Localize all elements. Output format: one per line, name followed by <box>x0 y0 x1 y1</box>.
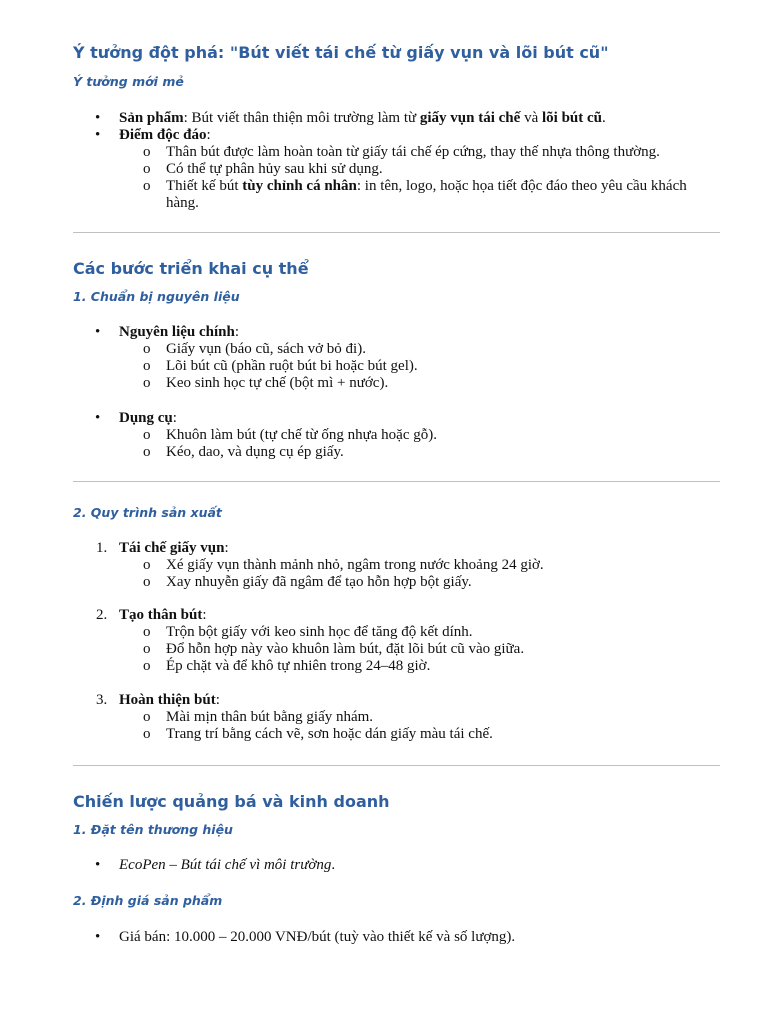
product-text-end: . <box>602 110 606 126</box>
product-text-and: và <box>520 110 542 126</box>
strategy-title: Chiến lược quảng bá và kinh doanh <box>73 792 390 811</box>
sub-item: o Khuôn làm bút (tự chế từ ống nhựa hoặc gỗ). <box>73 427 720 444</box>
process-title: 2. Quy trình sản xuất <box>73 505 222 520</box>
idea-list <box>73 110 720 212</box>
process-step-1 <box>73 540 720 591</box>
step-number: 3. <box>96 692 108 708</box>
step-label: Hoàn thiện bút <box>119 692 216 708</box>
prep-title: 1. Chuẩn bị nguyên liệu <box>73 289 240 304</box>
list-item-price: • Giá bán: 10.000 – 20.000 VNĐ/bút (tuỳ vào thiết kế và số lượng). <box>73 929 720 946</box>
sub-item: o Thân bút được làm hoàn toàn từ giấy tái chế ép cứng, thay thế nhựa thông thường. <box>73 144 720 161</box>
materials-list <box>73 324 720 392</box>
step-label: Tái chế giấy vụn <box>119 540 225 556</box>
brand-list <box>73 857 720 874</box>
step-colon: : <box>215 692 220 708</box>
numbered-item <box>73 607 720 624</box>
materials-label: Nguyên liệu chính <box>119 324 235 340</box>
tools-colon: : <box>172 410 177 426</box>
sub-item: o Xay nhuyễn giấy đã ngâm để tạo hỗn hợp bột giấy. <box>73 574 720 591</box>
sub-item: o Ép chặt và để khô tự nhiên trong 24–48 giờ. <box>73 658 720 675</box>
brand-period: . <box>331 857 336 873</box>
unique-colon: : <box>206 127 211 143</box>
unique-label: Điểm độc đáo <box>119 127 207 143</box>
price-title: 2. Định giá sản phẩm <box>73 893 223 908</box>
divider <box>73 481 720 482</box>
product-bold-paper: giấy vụn tái chế <box>419 110 521 126</box>
sub-item: o Giấy vụn (báo cũ, sách vở bỏ đi). <box>73 341 720 358</box>
product-text: : Bút viết thân thiện môi trường làm từ <box>183 110 420 126</box>
sub-item-custom <box>73 178 720 212</box>
sub-item: o Mài mịn thân bút bằng giấy nhám. <box>73 709 720 726</box>
divider <box>73 765 720 766</box>
process-step-3 <box>73 692 720 743</box>
list-item-materials <box>73 324 720 341</box>
idea-subtitle: Ý tưởng mới mẻ <box>73 74 184 89</box>
price-list <box>73 929 720 946</box>
brand-title: 1. Đặt tên thương hiệu <box>73 822 233 837</box>
steps-title: Các bước triển khai cụ thể <box>73 259 309 278</box>
numbered-item <box>73 692 720 709</box>
list-item-tools <box>73 410 720 427</box>
tools-list <box>73 410 720 461</box>
numbered-item <box>73 540 720 557</box>
step-label: Tạo thân bút <box>119 607 203 623</box>
sub-item: o Lõi bút cũ (phần ruột bút bi hoặc bút gel). <box>73 358 720 375</box>
sub-item: o Có thể tự phân hủy sau khi sử dụng. <box>73 161 720 178</box>
process-step-2 <box>73 607 720 675</box>
custom-prefix: Thiết kế bút <box>166 178 243 194</box>
sub-item: o Kéo, dao, và dụng cụ ép giấy. <box>73 444 720 461</box>
custom-suffix: : in tên, logo, hoặc họa tiết độc đáo theo yêu cầu khách hàng. <box>166 178 687 211</box>
sub-item: o Xé giấy vụn thành mảnh nhỏ, ngâm trong nước khoảng 24 giờ. <box>73 557 720 574</box>
idea-title: Ý tưởng đột phá: "Bút viết tái chế từ giấy vụn và lõi bút cũ" <box>73 43 609 62</box>
product-label: Sản phẩm <box>119 110 184 126</box>
step-colon: : <box>224 540 229 556</box>
sub-item: o Trộn bột giấy với keo sinh học để tăng độ kết dính. <box>73 624 720 641</box>
list-item-product <box>73 110 720 127</box>
step-number: 1. <box>96 540 108 556</box>
list-item-brand <box>73 857 720 874</box>
brand-name: EcoPen – Bút tái chế vì môi trường <box>119 857 332 873</box>
step-colon: : <box>202 607 207 623</box>
custom-bold: tùy chỉnh cá nhân <box>242 178 357 194</box>
tools-label: Dụng cụ <box>119 410 173 426</box>
sub-item: o Keo sinh học tự chế (bột mì + nước). <box>73 375 720 392</box>
step-number: 2. <box>96 607 108 623</box>
sub-item: o Đổ hỗn hợp này vào khuôn làm bút, đặt lõi bút cũ vào giữa. <box>73 641 720 658</box>
divider <box>73 232 720 233</box>
materials-colon: : <box>234 324 240 340</box>
product-bold-core: lõi bút cũ <box>541 110 602 126</box>
sub-item: o Trang trí bằng cách vẽ, sơn hoặc dán giấy màu tái chế. <box>73 726 720 743</box>
list-item-unique <box>73 127 720 144</box>
